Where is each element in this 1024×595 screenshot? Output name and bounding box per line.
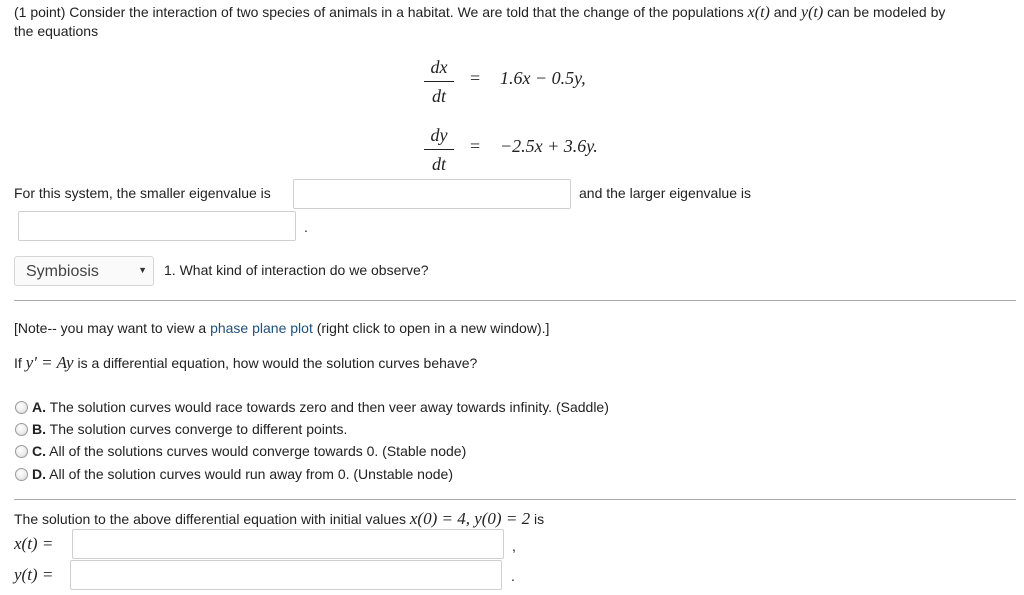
option-b-text: The solution curves converge to different points. [49, 421, 348, 437]
phase-plane-plot-link[interactable]: phase plane plot [210, 320, 313, 336]
option-a[interactable] [32, 399, 609, 415]
option-d-radio[interactable] [15, 468, 28, 481]
larger-eigenvalue-input[interactable] [19, 212, 295, 240]
behavior-suffix: is a differential equation, how would the solution curves behave? [77, 355, 478, 371]
option-c-radio[interactable] [15, 445, 28, 458]
dx-numerator: dx [430, 57, 448, 77]
problem-intro [14, 2, 1019, 23]
option-b-letter: B. [32, 421, 46, 437]
option-c-letter: C. [32, 443, 46, 459]
x-of-t: x(t) [747, 4, 770, 21]
dx-dt-fraction [424, 57, 454, 107]
eigen-period: . [304, 219, 308, 235]
y-solution-period: . [511, 568, 515, 584]
smaller-eigenvalue-label: For this system, the smaller eigenvalue is [14, 185, 271, 201]
dt-denominator: dt [431, 154, 446, 174]
behavior-question [14, 353, 477, 373]
smaller-eigenvalue-input[interactable] [294, 180, 570, 208]
behavior-prefix: If [14, 355, 22, 371]
option-a-text: The solution curves would race towards zero and then veer away towards infinity. (Saddle) [49, 399, 609, 415]
dropdown-caret-icon: ▼ [138, 265, 147, 275]
eq2-equals: = [470, 136, 481, 156]
interaction-selected-value: Symbiosis [26, 263, 99, 280]
and-text: and [773, 4, 798, 20]
x-solution-input[interactable] [73, 530, 503, 558]
option-a-radio[interactable] [15, 401, 28, 414]
eq2-rhs: −2.5x + 3.6y. [500, 136, 598, 156]
note-suffix: (right click to open in a new window).] [316, 320, 550, 336]
the-equations-text: the equations [14, 23, 99, 39]
eq1-equals: = [470, 68, 481, 88]
x-solution-label: x(t) = [14, 534, 54, 553]
y-solution-field-wrap [70, 560, 502, 590]
interaction-question: 1. What kind of interaction do we observe? [164, 262, 429, 278]
dt-denominator: dt [431, 86, 446, 106]
fraction-bar [424, 149, 454, 150]
y-of-t: y(t) [800, 4, 824, 21]
option-d[interactable] [32, 466, 453, 482]
x-solution-field-wrap [72, 529, 504, 559]
solution-is: is [533, 511, 545, 527]
option-c[interactable] [32, 443, 466, 459]
x-solution-comma: , [512, 538, 516, 554]
intro-text: Consider the interaction of two species of animals in a habitat. We are told that the change of the populations [69, 4, 744, 20]
option-b-radio[interactable] [15, 423, 28, 436]
larger-eigenvalue-label: and the larger eigenvalue is [579, 185, 752, 201]
behavior-equation: y′ = Ay [25, 353, 74, 372]
y-solution-input[interactable] [71, 561, 501, 589]
section-divider [14, 300, 1016, 301]
phase-plane-note [14, 320, 549, 336]
points-label: (1 point) [14, 4, 66, 20]
interaction-select[interactable] [14, 256, 154, 286]
eq1-rhs: 1.6x − 0.5y, [500, 68, 586, 88]
solution-intro [14, 509, 544, 529]
dy-numerator: dy [430, 125, 448, 145]
solution-intro-text: The solution to the above differential equation with initial values [14, 511, 406, 527]
larger-eigenvalue-field-wrap [18, 211, 296, 241]
smaller-eigenvalue-field-wrap [293, 179, 571, 209]
can-be-text: can be modeled by [827, 4, 946, 20]
fraction-bar [424, 81, 454, 82]
option-c-text: All of the solutions curves would converge towards 0. (Stable node) [49, 443, 467, 459]
option-d-text: All of the solution curves would run away from 0. (Unstable node) [49, 466, 453, 482]
initial-conditions: x(0) = 4, y(0) = 2 [409, 509, 531, 528]
option-a-letter: A. [32, 399, 46, 415]
option-d-letter: D. [32, 466, 46, 482]
section-divider [14, 499, 1016, 500]
y-solution-label: y(t) = [14, 565, 54, 584]
dy-dt-fraction [424, 125, 454, 175]
option-b[interactable] [32, 421, 347, 437]
note-prefix: [Note-- you may want to view a [14, 320, 207, 336]
